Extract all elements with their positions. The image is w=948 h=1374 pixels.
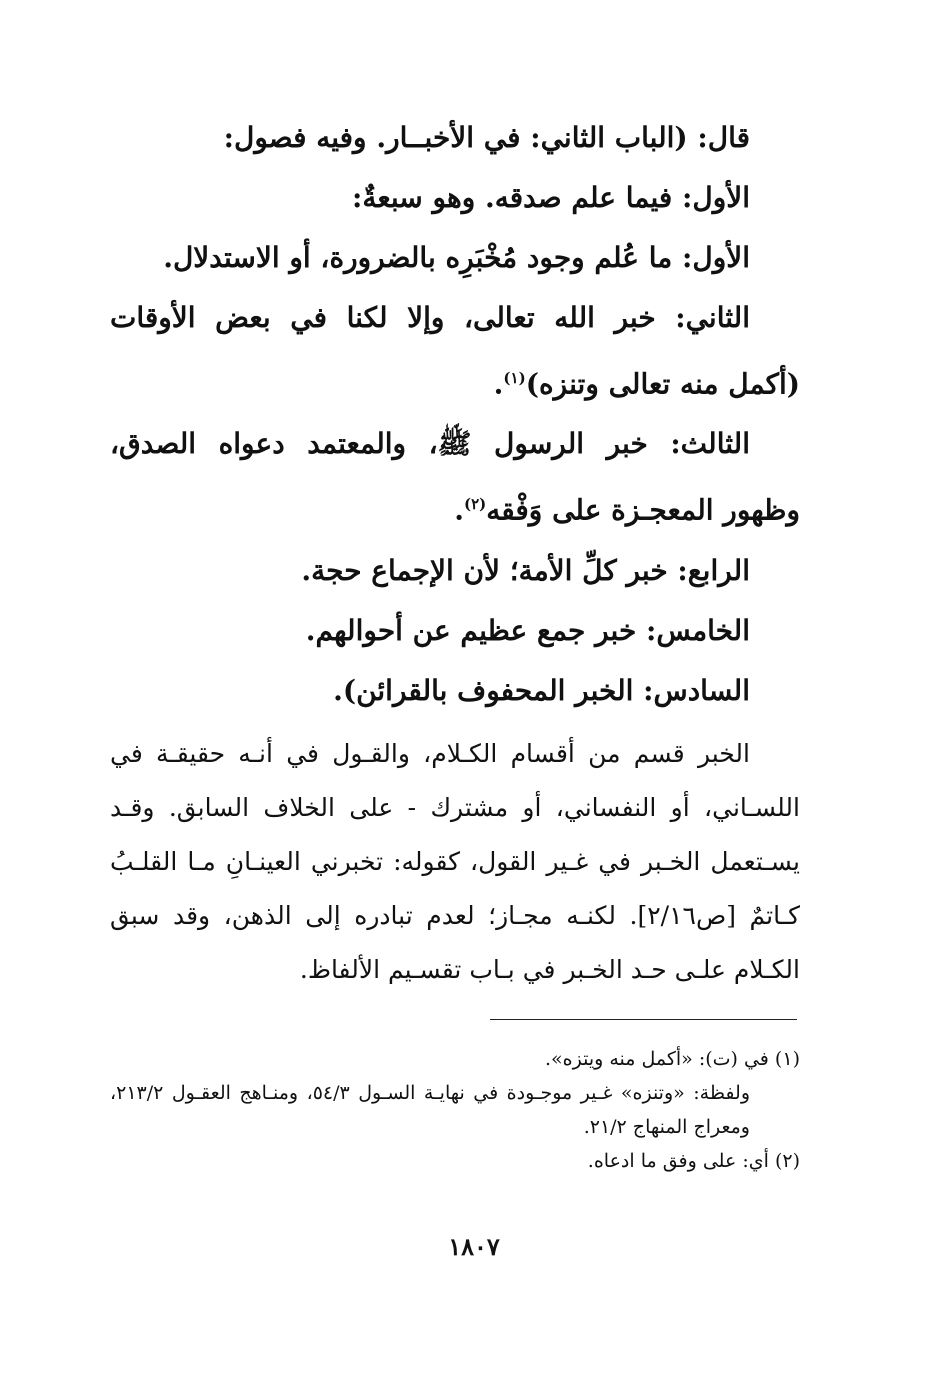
item-third: الثالث: خبر الرسول ﷺ، والمعتمد دعواه الصدق، وظهور المعجـزة على وَفْقه$^{(٢)}$. — [110, 427, 800, 527]
item-fourth: الرابع: خبر كلِّ الأمة؛ لأن الإجماع حجة. — [301, 553, 750, 587]
footnote-2: (٢) أي: على وفق ما ادعاه. — [587, 1150, 800, 1172]
item-first: الأول: ما عُلم وجود مُخْبَرِه بالضرورة، أو الاستدلال. — [163, 241, 750, 274]
footnote-ref-1[interactable]: (١) — [503, 369, 526, 387]
footnotes — [110, 1042, 800, 1178]
footnote-separator — [490, 1019, 797, 1020]
page-number: ١٨٠٧ — [448, 1232, 500, 1261]
section-heading: الأول: فيما علم صدقه. وهو سبعةٌ: — [352, 181, 750, 214]
main-text-block — [110, 108, 800, 997]
item-sixth: السادس: الخبر المحفوف بالقرائن). — [333, 673, 750, 707]
footnote-1: (١) في (ت): «أكمل منه ويتزه». — [544, 1048, 800, 1070]
footnote-1-continuation: ولفظة: «وتنزه» غـير موجـودة في نهايـة السـول ٥٤/٣، ومنـاهج العقـول ٢١٣/٢، ومعراج المنهاج ٢١/٢. — [110, 1082, 750, 1138]
commentary-paragraph: الخبر قسم من أقسام الكـلام، والقـول في أنـه حقيقـة في اللسـاني، أو النفساني، أو مشترك - على الخلاف السابق. وقـد يسـتعمل الخـبر في غـير القول، كقوله: تخبرني العينـانِ مـا القلـبُ كـاتمٌ [ص٢/١٦]. لكنـه مجـاز؛ لعدم تبادره إلى الذهن، وقد سبق الكـلام علـى حـد الخـبر في بـاب تقسـيم الألفاظ. — [110, 738, 800, 984]
item-second: الثاني: خبر الله تعالى، وإلا لكنا في بعض الأوقات (أكمل منه تعالى وتنزه)$^{(١)}$. — [110, 301, 800, 401]
item-fifth: الخامس: خبر جمع عظيم عن أحوالهم. — [305, 613, 750, 647]
chapter-heading: قال: (الباب الثاني: في الأخبــار. وفيه فصول: — [223, 121, 750, 154]
footnote-ref-2[interactable]: (٢) — [463, 495, 487, 514]
